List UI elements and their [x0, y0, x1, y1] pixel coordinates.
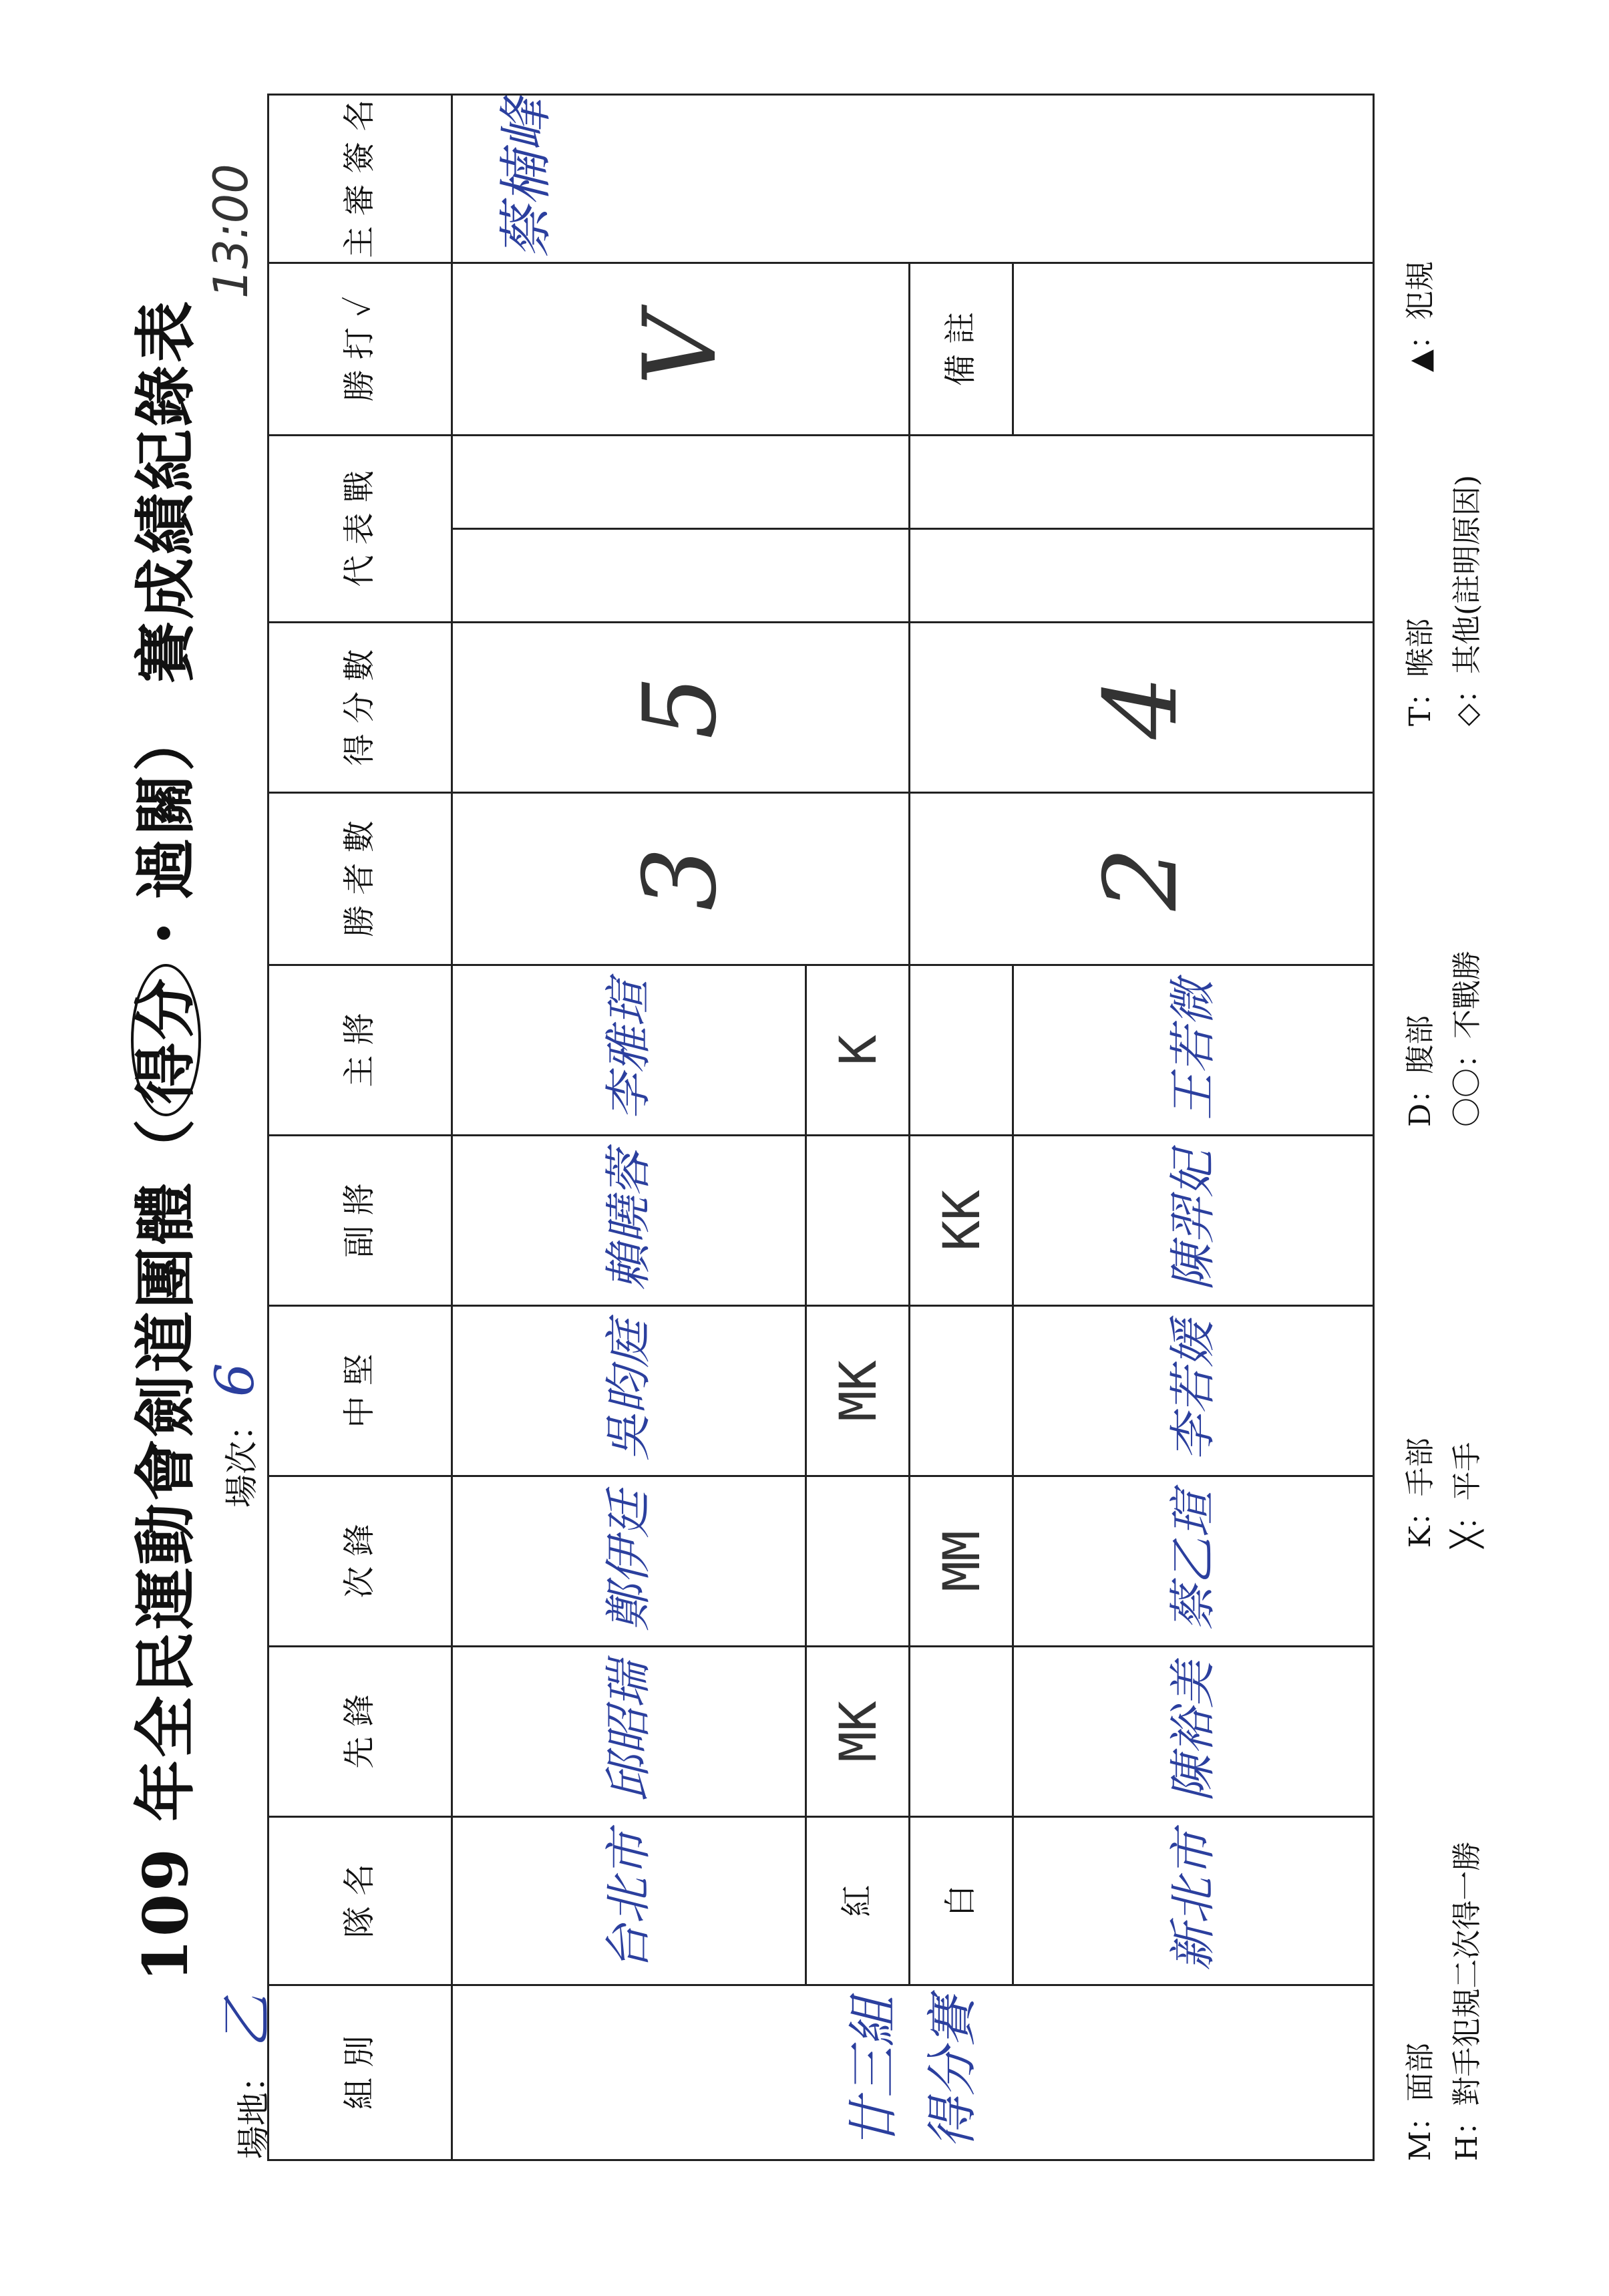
title-prefix: 109 年全民運動會劍道團體（ [130, 1116, 202, 1982]
referee-signature-cell [452, 95, 1374, 263]
white-rep-bout-a [910, 529, 1374, 623]
legend-x: ╳：平手 [1450, 1442, 1484, 1548]
red-color-label: 紅 [806, 1817, 910, 1985]
white-points-5 [910, 965, 1013, 1136]
venue-value: 乙 [216, 1995, 278, 2049]
white-player-2: 蔡乙瑄 [1013, 1476, 1374, 1647]
red-player-5: 李雅瑄 [452, 965, 806, 1136]
score-table [267, 94, 1375, 2161]
white-team-name: 新北市 [1013, 1817, 1374, 1985]
red-names-row [452, 95, 806, 2160]
header-win-mark: 勝 打 ✓ [269, 263, 452, 436]
white-points-3 [910, 1306, 1013, 1476]
header-position-4: 副 將 [269, 1136, 452, 1306]
red-win-mark: V [452, 263, 910, 436]
page-title [117, 299, 205, 1982]
header-wins: 勝 者 數 [269, 793, 452, 965]
legend-h: H：對手犯規二次得一勝 [1450, 1841, 1484, 2161]
legend-other: ◇：其他(註明原因) [1450, 474, 1484, 726]
white-points-1 [910, 1647, 1013, 1817]
red-player-3: 吳昀庭 [452, 1306, 806, 1476]
red-points-4 [806, 1136, 910, 1306]
legend-foul: ▲：犯規 [1403, 261, 1437, 372]
header-position-2: 次 鋒 [269, 1476, 452, 1647]
red-score: 5 [452, 623, 910, 793]
red-rep-bout-b [452, 436, 910, 529]
session-value: 6 [204, 1363, 266, 1398]
header-position-5: 主 將 [269, 965, 452, 1136]
time-note: 13:00 [204, 164, 258, 299]
red-points-1: MK [806, 1647, 910, 1817]
red-player-2: 鄭伊廷 [452, 1476, 806, 1647]
legend-t: T：喉部 [1403, 618, 1437, 726]
red-points-3: MK [806, 1306, 910, 1476]
white-points-row [910, 95, 1013, 2160]
title-suffix: ・過關） 賽成績紀錄表 [130, 298, 202, 964]
white-player-1: 陳裕美 [1013, 1647, 1374, 1817]
red-player-4: 賴曉蓉 [452, 1136, 806, 1306]
legend-d: D：腹部 [1403, 1015, 1437, 1127]
white-rep-bout-b [910, 436, 1374, 529]
white-win-mark [1013, 263, 1374, 436]
title-circled-option: 得分 [131, 964, 201, 1116]
white-player-5: 王若微 [1013, 965, 1374, 1136]
legend-k: K：手部 [1403, 1438, 1437, 1548]
legend-oo: 〇〇：不戰勝 [1450, 951, 1484, 1127]
header-group: 組 別 [269, 1985, 452, 2160]
header-referee-sign: 主 審 簽 名 [269, 95, 452, 263]
header-rep-bout: 代 表 戰 [269, 436, 452, 623]
referee-signature: 蔡楠峰 [495, 98, 557, 259]
white-points-2: MM [910, 1476, 1013, 1647]
red-points-2 [806, 1476, 910, 1647]
header-position-3: 中 堅 [269, 1306, 452, 1476]
remarks-label: 備 註 [910, 263, 1013, 436]
white-player-4: 陳羿妃 [1013, 1136, 1374, 1306]
red-rep-bout-a [452, 529, 910, 623]
white-names-row [1013, 95, 1374, 2160]
red-wins: 3 [452, 793, 910, 965]
white-player-3: 李若媛 [1013, 1306, 1374, 1476]
red-player-1: 邱昭瑞 [452, 1647, 806, 1817]
session-label: 場次： [222, 1408, 261, 1508]
session-field [204, 1363, 266, 1508]
red-team-name: 台北市 [452, 1817, 806, 1985]
white-score: 4 [910, 623, 1374, 793]
header-row [269, 95, 452, 2160]
white-points-4: KK [910, 1136, 1013, 1306]
red-points-5: K [806, 965, 910, 1136]
legend-m: M：面部 [1403, 2042, 1437, 2161]
header-position-1: 先 鋒 [269, 1647, 452, 1817]
header-team: 隊 名 [269, 1817, 452, 1985]
group-cell: 廿三組得分賽 [452, 1985, 1374, 2160]
venue-label: 場地： [234, 2059, 273, 2159]
white-color-label: 白 [910, 1817, 1013, 1985]
header-points: 得 分 數 [269, 623, 452, 793]
white-wins: 2 [910, 793, 1374, 965]
